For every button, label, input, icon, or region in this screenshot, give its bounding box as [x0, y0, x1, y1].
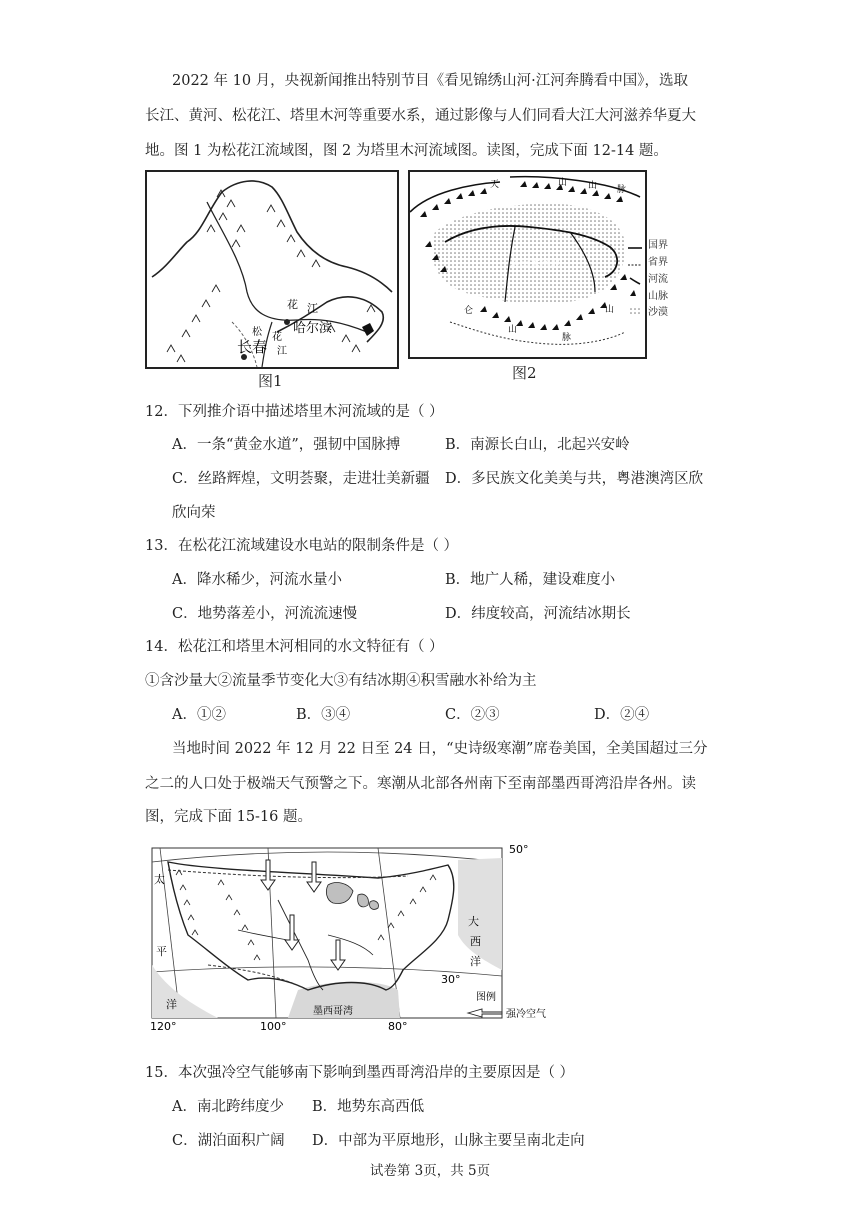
intro2-line2: 之二的人口处于极端天气预警之下。寒潮从北部各州南下至南部墨西哥湾沿岸各州。读 [145, 776, 696, 792]
figure-2-map [408, 170, 647, 359]
label-atlantic-2: 西 [470, 935, 481, 948]
tarim-basin-map [410, 172, 645, 357]
label-jiang-2: 江 [277, 346, 287, 357]
label-shan-2: 山 [588, 181, 598, 191]
label-hua: 花 [287, 298, 298, 311]
q14-stem: 14．松花江和塔里木河相同的水文特征有（ ） [145, 639, 444, 655]
page-footer: 试卷第 3页，共 5页 [369, 1163, 491, 1179]
label-lun: 仑 [464, 306, 474, 316]
q14-items: ①含沙量大②流量季节变化大③有结冰期④积雪融水补给为主 [145, 673, 537, 689]
label-atlantic-1: 大 [468, 915, 479, 928]
label-mai-1: 脉 [617, 185, 627, 195]
label-atlantic-3: 洋 [470, 955, 481, 968]
label-pacific-1: 太 [154, 873, 165, 886]
usa-cold-wave-map [148, 840, 558, 1032]
legend-item-label: 强冷空气 [506, 1009, 546, 1020]
desert-area [432, 204, 625, 304]
intro1-line2: 长江、黄河、松花江、塔里木河等重要水系，通过影像与人们同看大江大河滋养华夏大 [145, 108, 696, 124]
intro2-line1: 当地时间 2022 年 12 月 22 日至 24 日，“史诗级寒潮”席卷美国，全美国超过三分 [172, 741, 708, 757]
label-tian: 天 [490, 180, 500, 190]
q12-stem: 12．下列推介语中描述塔里木河流域的是（ ） [145, 404, 444, 420]
figure-1-caption: 图1 [258, 372, 283, 390]
label-pacific-2: 平 [156, 945, 167, 958]
figure-2-caption: 图2 [512, 364, 537, 382]
q15-option-a: A．南北跨纬度少 [172, 1099, 284, 1115]
label-song: 松 [252, 327, 262, 338]
q14-option-b: B．③④ [296, 707, 351, 723]
label-shan-3: 山 [508, 325, 518, 335]
intro2-line3: 图，完成下面 15-16 题。 [145, 809, 313, 825]
q12-option-b: B．南源长白山，北起兴安岭 [445, 437, 630, 453]
fig2-legend-label-4: 沙漠 [648, 307, 668, 318]
label-pacific-3: 洋 [166, 998, 177, 1011]
q13-option-d: D．纬度较高，河流结冰期长 [445, 606, 631, 622]
figure-1-map [145, 170, 399, 369]
label-basin: 塔里木盆地 [510, 259, 560, 270]
label-lon-80: 80° [388, 1020, 408, 1032]
fig2-legend-label-0: 国界 [648, 240, 668, 251]
intro1-line3: 地。图 1 为松花江流域图，图 2 为塔里木河流域图。读图，完成下面 12-14 题。 [145, 143, 668, 159]
label-lat-50: 50° [509, 843, 529, 856]
fig2-legend-label-1: 省界 [648, 257, 668, 268]
q13-stem: 13．在松花江流域建设水电站的限制条件是（ ） [145, 538, 459, 554]
q15-option-b: B．地势东高西低 [312, 1099, 425, 1115]
label-changchun: 长春 [237, 338, 268, 356]
q14-option-c: C．②③ [445, 707, 500, 723]
q13-option-c: C．地势落差小，河流流速慢 [172, 606, 358, 622]
q12-option-c: C．丝路辉煌，文明荟聚，走进壮美新疆 [172, 471, 430, 487]
label-hua-2: 花 [272, 332, 282, 343]
q14-option-a: A．①② [172, 707, 226, 723]
label-lon-100: 100° [260, 1020, 287, 1032]
q15-option-d: D．中部为平原地形，山脉主要呈南北走向 [312, 1133, 585, 1149]
label-lat-30: 30° [441, 973, 461, 986]
label-shan-1: 山 [558, 178, 568, 188]
label-harbin: 哈尔滨 [293, 321, 333, 336]
label-mai-2: 脉 [562, 333, 572, 343]
figure-3-map [148, 840, 558, 1032]
q12-option-a: A．一条“黄金水道”，强韧中国脉搏 [172, 437, 401, 453]
label-gulf: 墨西哥湾 [313, 1006, 353, 1017]
label-jiang: 江 [307, 302, 318, 315]
fig2-legend-label-3: 山脉 [648, 291, 668, 302]
fig2-legend-label-2: 河流 [648, 274, 668, 285]
q13-option-a: A．降水稀少，河流水量小 [172, 572, 342, 588]
intro1-line1: 2022 年 10 月，央视新闻推出特别节目《看见锦绣山河·江河奔腾看中国》，选取 [172, 73, 689, 89]
harbin-dot [284, 319, 290, 325]
label-shan-4: 山 [605, 305, 615, 315]
q15-stem: 15．本次强冷空气能够南下影响到墨西哥湾沿岸的主要原因是（ ） [145, 1065, 575, 1081]
q13-option-b: B．地广人稀，建设难度小 [445, 572, 616, 588]
q14-option-d: D．②④ [594, 707, 650, 723]
q15-option-c: C．湖泊面积广阔 [172, 1133, 285, 1149]
legend-title: 图例 [476, 992, 496, 1003]
fig2-legend [628, 248, 642, 314]
label-lon-120: 120° [150, 1020, 177, 1032]
q12-option-d: D．多民族文化美美与共，粤港澳湾区欣 [445, 471, 704, 487]
q12-option-d-cont: 欣向荣 [172, 505, 216, 521]
songhua-basin-map [147, 172, 397, 367]
